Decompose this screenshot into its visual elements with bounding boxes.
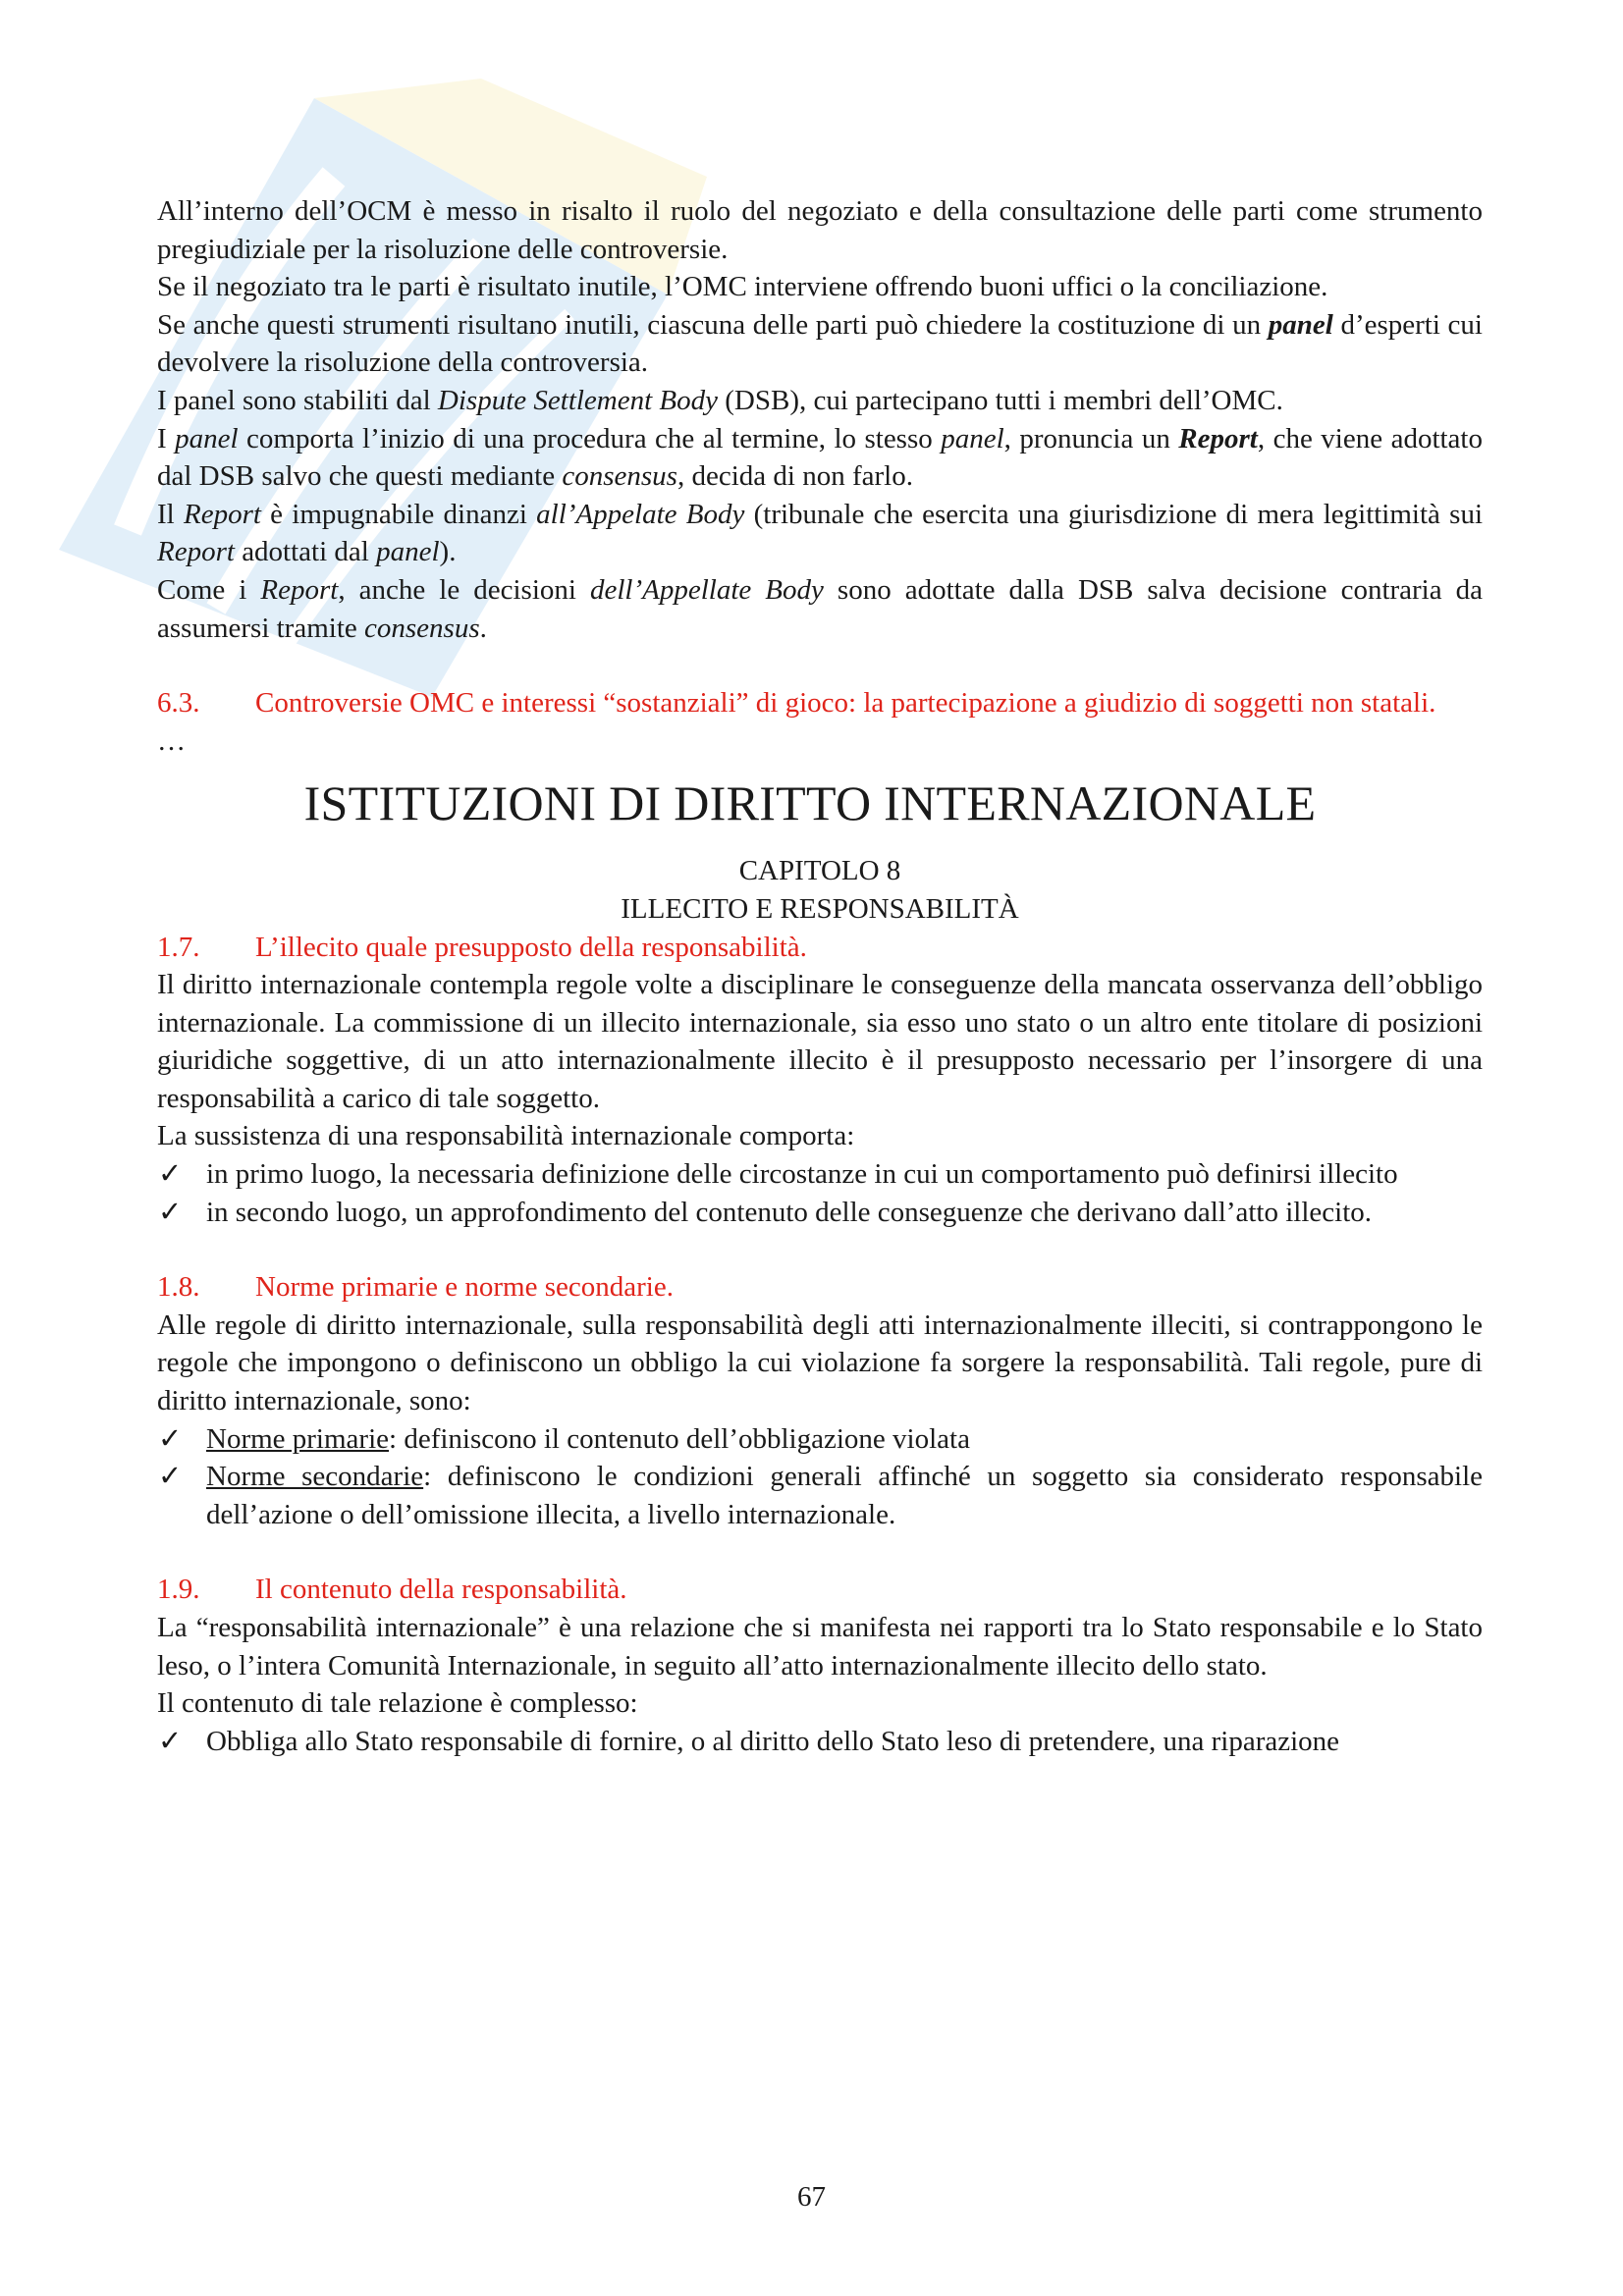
checkmark-icon: ✓ [158,1422,183,1455]
section-heading-6-3 [157,684,1483,722]
section-heading-1-9 [157,1571,1483,1609]
paragraph-omc-conciliation: Se il negoziato tra le parti è risultato inutile, l’OMC interviene offrendo buoni uffici o la conciliazione. [157,271,1328,303]
paragraph-panel-request: Se anche questi strumenti risultano inutili, ciascuna delle parti può chiedere la costituzione di un panel d’esperti cui devolvere la risoluzione della controversia. [157,308,1483,379]
chapter-subtitle: ILLECITO E RESPONSABILITÀ [621,892,1019,925]
section-title: Controversie OMC e interessi “sostanziali” di gioco: la partecipazione a giudizio di soggetti non statali. [255,687,1436,720]
paragraph-illecito: Il diritto internazionale contempla regole volte a disciplinare le conseguenze della mancata osservanza dell’obbligo internazionale. La commissione di un illecito internazionale, sia esso uno stato o un altro ente titolare di posizioni giuridiche soggettive, di un atto internazionalmente illecito è il presupposto necessario per l’insorgere di una responsabilità a carico di tale soggetto. [157,969,1483,1114]
checkmark-icon: ✓ [158,1196,183,1228]
section-number: 1.8. [157,1271,200,1304]
list-item: ✓ Obbliga allo Stato responsabile di fornire, o al diritto dello Stato leso di pretendere, una riparazione [157,1723,1483,1761]
checkmark-icon: ✓ [158,1725,183,1757]
section-number: 6.3. [157,687,200,720]
paragraph-relazione: La “responsabilità internazionale” è una relazione che si manifesta nei rapporti tra lo Stato responsabile e lo Stato leso, o l’intera Comunità Internazionale, in seguito all’atto internazionalmente illecito dello stato. [157,1612,1483,1682]
checklist-responsabilita [157,1155,1483,1231]
list-item: ✓ in secondo luogo, un approfondimento del contenuto delle conseguenze che derivano dall’atto illecito. [157,1194,1483,1232]
paragraph-contenuto: Il contenuto di tale relazione è complesso: [157,1687,638,1720]
section-title: Il contenuto della responsabilità. [255,1574,627,1606]
section-heading-1-8 [157,1268,1483,1307]
section-heading-1-7 [157,929,1483,967]
ellipsis: … [157,724,186,757]
section-number: 1.7. [157,931,200,963]
document-page [157,192,1483,1760]
paragraph-norme: Alle regole di diritto internazionale, sulla responsabilità degli atti internazionalmente illeciti, si contrappongono le regole che impongono o definiscono un obbligo la cui violazione fa sorgere la responsabilità. Tali regole, pure di diritto internazionale, sono: [157,1308,1483,1417]
paragraph-sussistenza: La sussistenza di una responsabilità internazionale comporta: [157,1120,855,1152]
checklist-contenuto [157,1723,1483,1761]
paragraph-omc-negotiation: All’interno dell’OCM è messo in risalto il ruolo del negoziato e della consultazione delle parti come strumento pregiudiziale per la risoluzione delle controversie. [157,195,1483,265]
section-number: 1.9. [157,1574,200,1606]
list-item: ✓ Norme secondarie: definiscono le condizioni generali affinché un soggetto sia considerato responsabile dell’azione o dell’omissione illecita, a livello internazionale. [157,1458,1483,1533]
paragraph-appeal: Il Report è impugnabile dinanzi all’Appelate Body (tribunale che esercita una giurisdizione di mera legittimità sui Report adottati dal panel). [157,498,1484,568]
paragraph-appellate-decisions: Come i Report, anche le decisioni dell’Appellate Body sono adottate dalla DSB salva decisione contraria da assumersi tramite consensus. [157,573,1484,644]
list-item: ✓ in primo luogo, la necessaria definizione delle circostanze in cui un comportamento può definirsi illecito [157,1155,1483,1194]
checkmark-icon: ✓ [158,1158,183,1191]
document-title: ISTITUZIONI DI DIRITTO INTERNAZIONALE [303,775,1317,831]
section-title: Norme primarie e norme secondarie. [255,1271,674,1304]
term-norme-primarie: Norme primarie [206,1422,390,1455]
checkmark-icon: ✓ [158,1461,183,1493]
paragraph-panel-report: I panel comporta l’inizio di una procedura che al termine, lo stesso panel, pronuncia un Report, che viene adottato dal DSB salvo che questi mediante consensus, decida di non farlo. [157,422,1483,493]
chapter-label: CAPITOLO 8 [738,855,901,887]
checklist-norme [157,1420,1483,1534]
list-item: ✓ Norme primarie: definiscono il contenuto dell’obbligazione violata [157,1420,1483,1459]
section-title: L’illecito quale presupposto della responsabilità. [255,931,807,963]
page-number: 67 [797,2181,826,2213]
paragraph-dsb: I panel sono stabiliti dal Dispute Settlement Body (DSB), cui partecipano tutti i membri dell’OMC. [157,384,1283,416]
term-norme-secondarie: Norme secondarie [206,1461,424,1493]
